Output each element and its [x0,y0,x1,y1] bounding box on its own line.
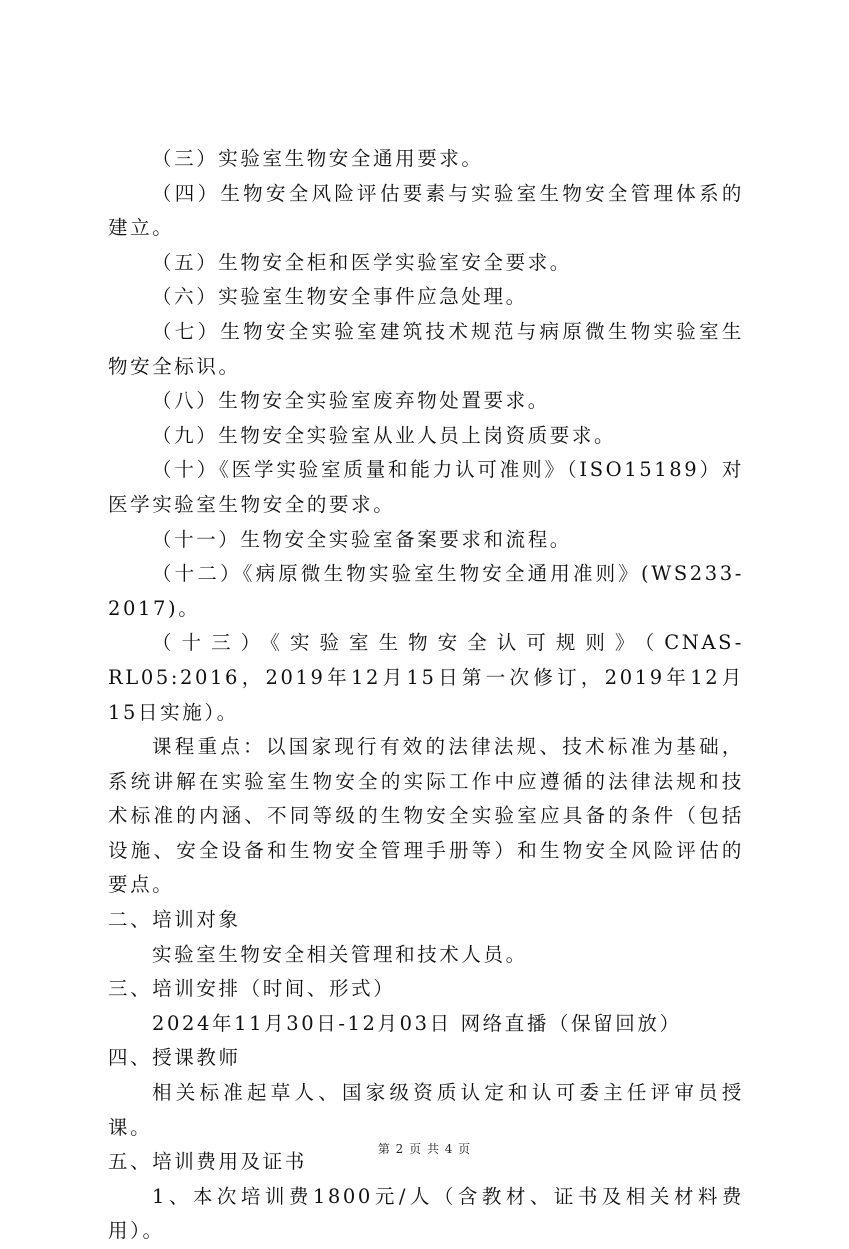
section-heading-fees: 五、培训费用及证书 [108,1150,307,1174]
page-footer: 第 2 页 共 4 页 [377,1142,472,1156]
list-item-4: （四）生物安全风险评估要素与实验室生物安全管理体系的建立。 [108,181,744,240]
section-heading-schedule: 三、培训安排（时间、形式） [108,977,396,1001]
list-item-6: （六）实验室生物安全事件应急处理。 [152,285,528,309]
list-item-12: （十二）《病原微生物实验室生物安全通用准则》(WS233-2017)。 [108,562,744,620]
course-focus-paragraph: 课程重点：以国家现行有效的法律法规、技术标准为基础，系统讲解在实验室生物安全的实际工作中应遵循的法律法规和技术标准的内涵、不同等级的生物安全实验室应具备的条件（包括设施、安全设备和生物安全管理手册等）和生物安全风险评估的要点。 [108,735,744,897]
trainees-text: 实验室生物安全相关管理和技术人员。 [152,942,528,966]
list-item-8: （八）生物安全实验室废弃物处置要求。 [152,389,550,413]
schedule-text: 2024年11月30日-12月03日 网络直播（保留回放） [152,1011,682,1035]
teachers-text: 相关标准起草人、国家级资质认定和认可委主任评审员授课。 [108,1081,744,1139]
list-item-3: （三）实验室生物安全通用要求。 [152,147,484,170]
list-item-7: （七）生物安全实验室建筑技术规范与病原微生物实验室生物安全标识。 [108,319,744,378]
list-item-9: （九）生物安全实验室从业人员上岗资质要求。 [152,423,617,447]
document-body [108,142,744,1249]
list-item-13: （十三）《实验室生物安全认可规则》（CNAS-RL05:2016，2019年12月15日第一次修订，2019年12月15日实施）。 [108,631,744,724]
list-item-10: （十）《医学实验室质量和能力认可准则》（ISO15189）对医学实验室生物安全的要求。 [108,458,744,516]
list-item-5: （五）生物安全柜和医学实验室安全要求。 [152,250,572,274]
fees-text: 1、本次培训费1800元/人（含教材、证书及相关材料费用）。 [108,1184,744,1243]
section-heading-trainees: 二、培训对象 [108,908,241,932]
section-heading-teachers: 四、授课教师 [108,1046,241,1070]
list-item-11: （十一）生物安全实验室备案要求和流程。 [152,527,572,551]
